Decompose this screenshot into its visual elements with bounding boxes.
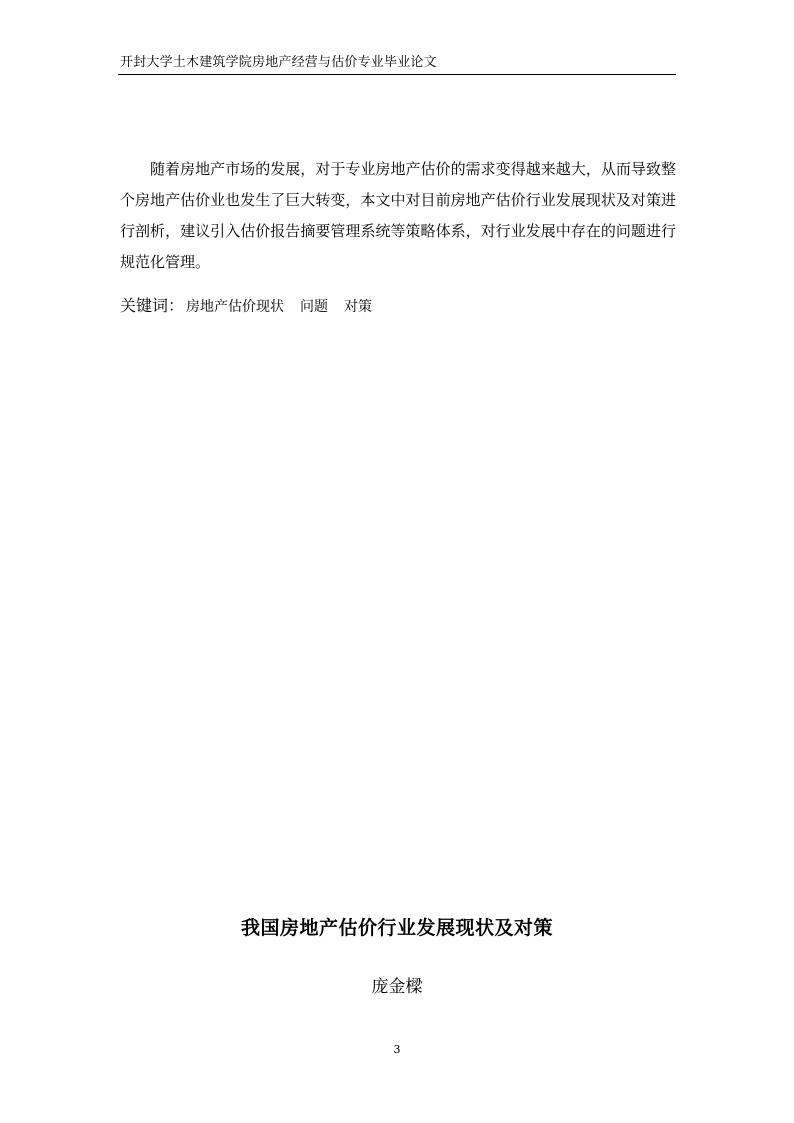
page-number: 3 bbox=[393, 1043, 401, 1056]
abstract-paragraph: 随着房地产市场的发展，对于专业房地产估价的需求变得越来越大，从而导致整个房地产估价业也发生了巨大转变，本文中对目前房地产估价行业发展现状及对策进行剖析，建议引入估价报告摘要管理系统等策略体系，对行业发展中存在的问题进行规范化管理。 bbox=[120, 160, 676, 271]
paper-title: 我国房地产估价行业发展现状及对策 bbox=[240, 917, 553, 939]
header-title: 开封大学土木建筑学院房地产经营与估价专业毕业论文 bbox=[120, 55, 437, 70]
keyword-item: 对策 bbox=[344, 299, 373, 315]
keywords-line bbox=[120, 295, 372, 318]
page-header bbox=[118, 54, 676, 75]
keywords-label: 关键词： bbox=[120, 296, 185, 315]
author-name: 庞金樑 bbox=[371, 977, 423, 997]
keyword-item: 房地产估价现状 bbox=[186, 299, 285, 315]
keyword-item: 问题 bbox=[300, 299, 329, 315]
